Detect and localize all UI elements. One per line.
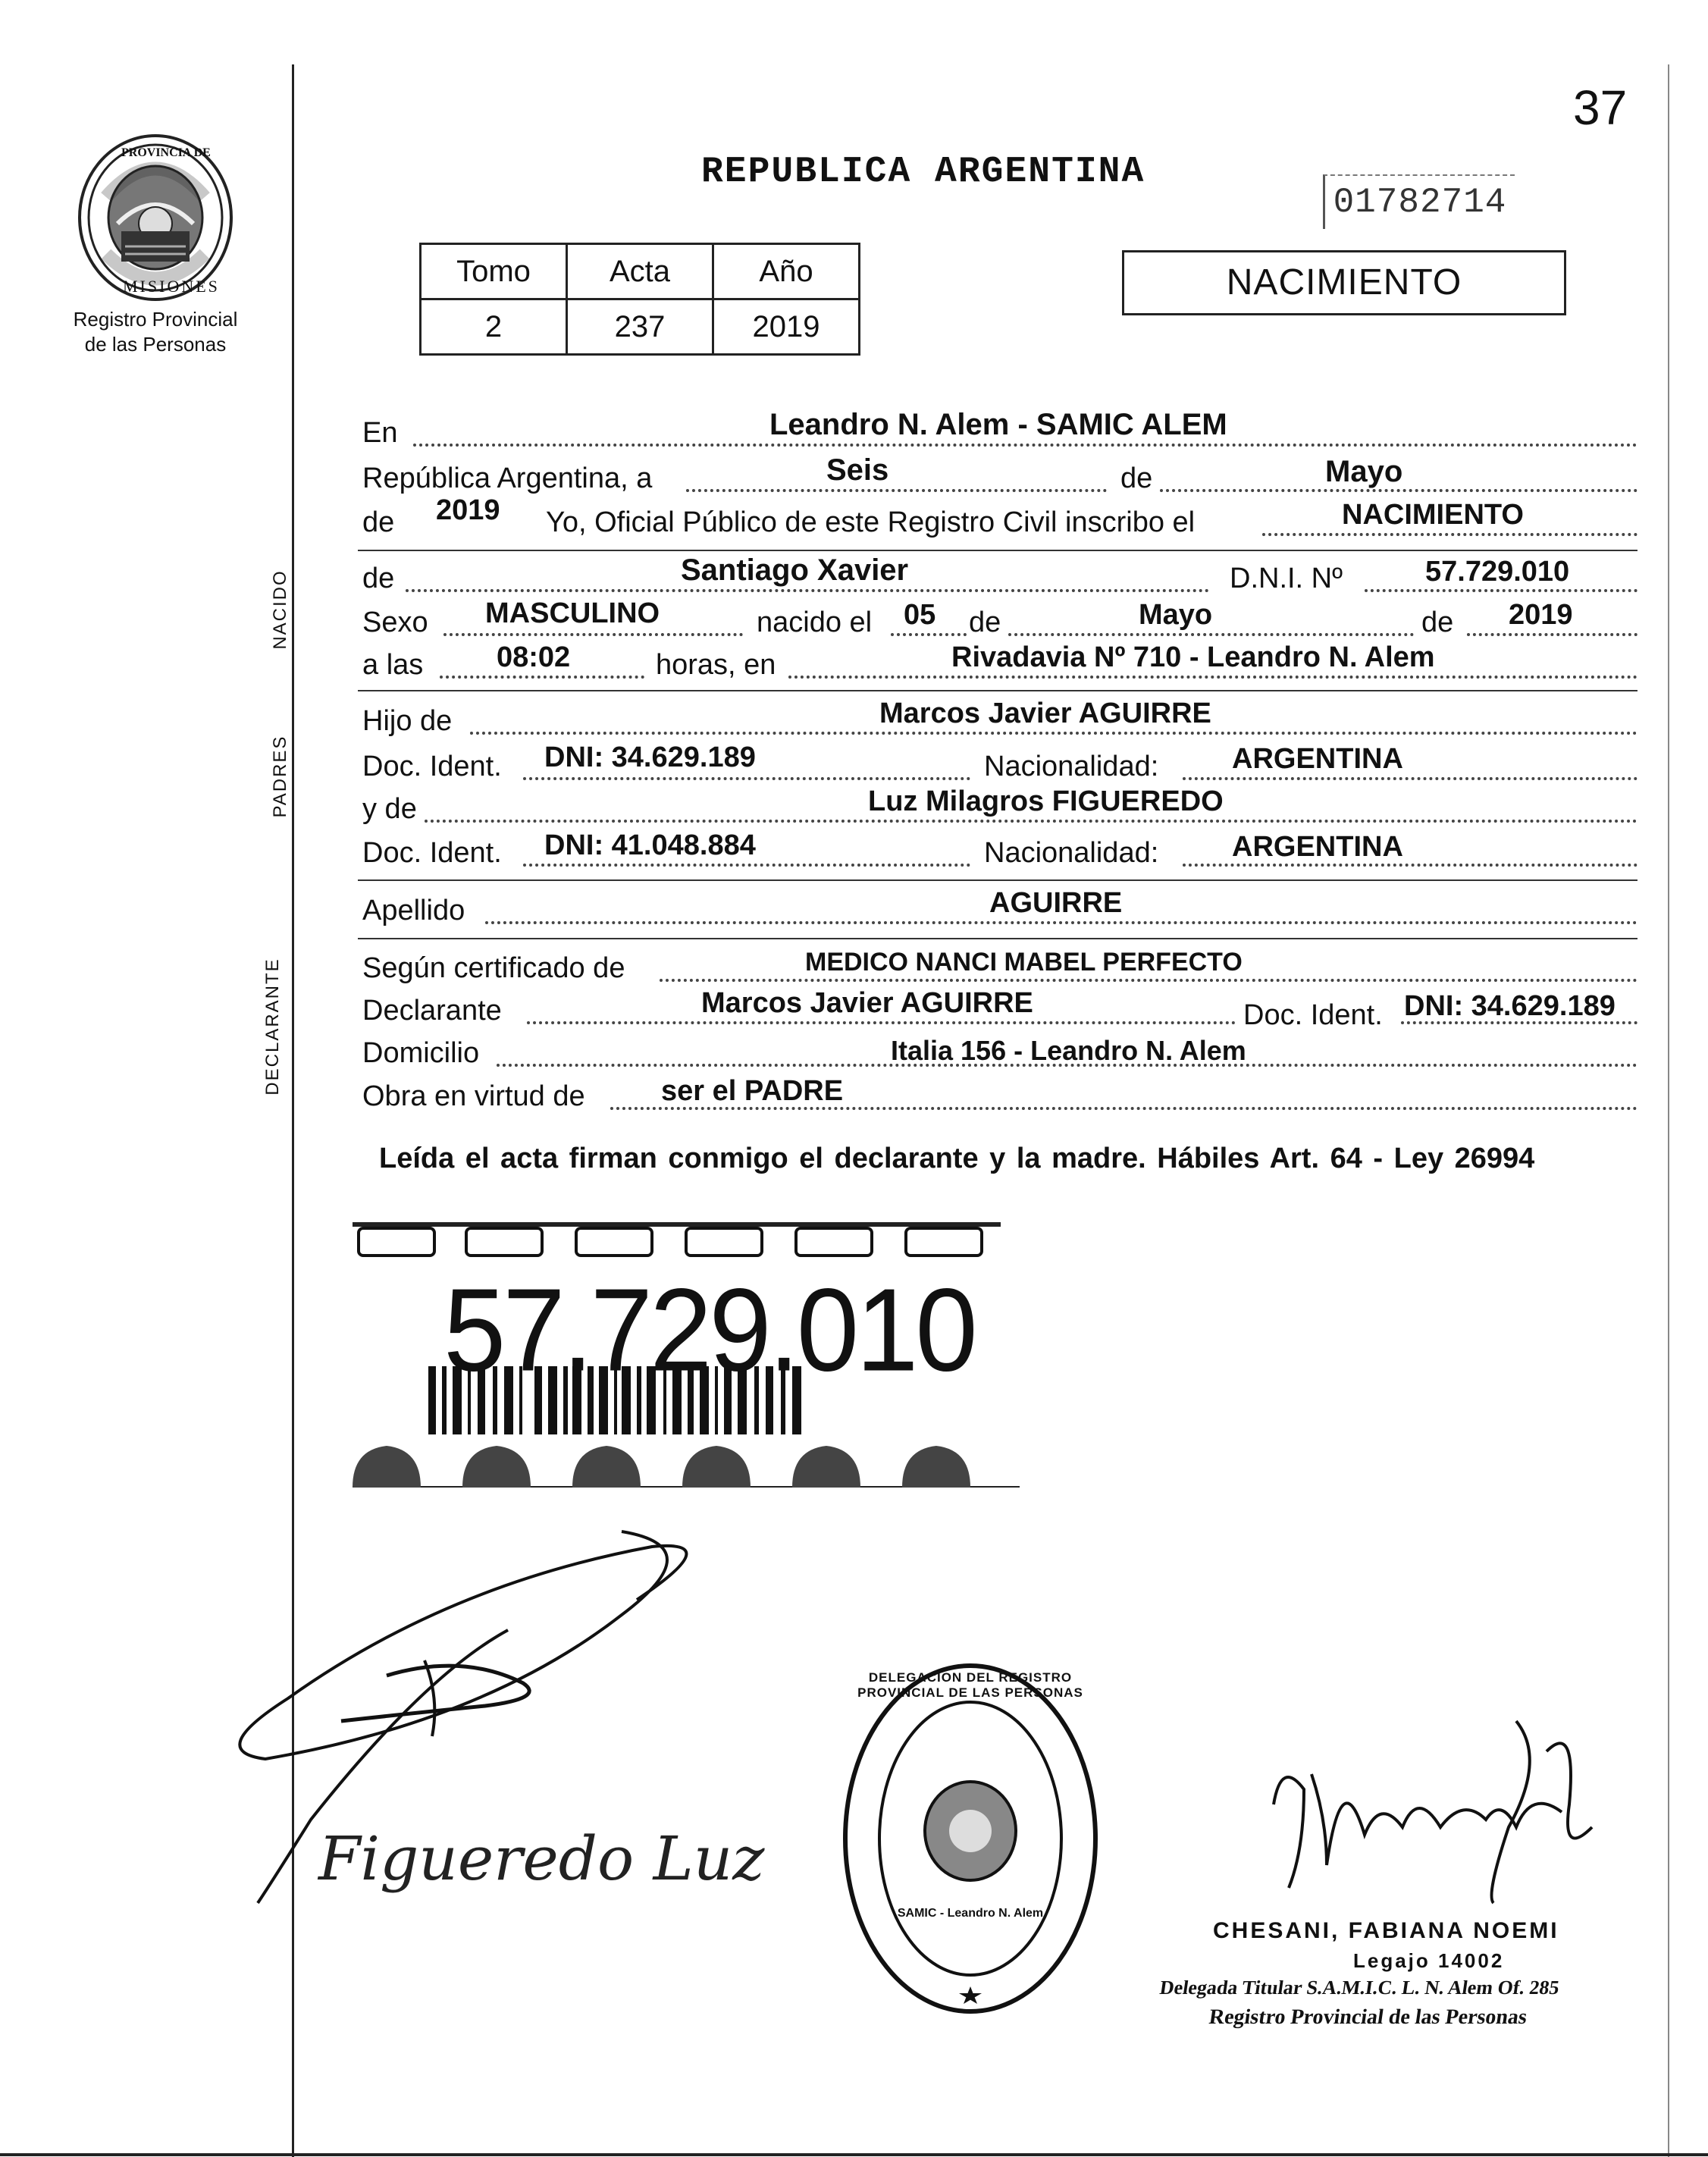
record-value-acta: 237 xyxy=(567,299,713,355)
registry-label xyxy=(53,307,258,357)
dotted-line xyxy=(660,979,1637,982)
record-table xyxy=(419,243,860,356)
dotted-line xyxy=(425,820,1637,823)
mother-nationality: ARGENTINA xyxy=(1232,831,1403,863)
de2-label: de xyxy=(362,506,395,538)
official-registry: Registro Provincial de las Personas xyxy=(1207,2005,1529,2029)
event-text: NACIMIENTO xyxy=(1342,499,1524,531)
bottom-border-line xyxy=(0,2153,1708,2156)
official-legajo: Legajo 14002 xyxy=(1353,1949,1505,1972)
dotted-line xyxy=(1008,633,1414,636)
dotted-line xyxy=(1467,633,1637,636)
seal-outer-text: DELEGACION DEL REGISTRO PROVINCIAL DE LAS PERSONAS xyxy=(857,1670,1083,1700)
dotted-line xyxy=(470,732,1637,735)
emblem-text-bottom: MISIONES xyxy=(123,277,220,296)
birth-place: Rivadavia Nº 710 - Leandro N. Alem xyxy=(951,641,1435,673)
father-nat-label: Nacionalidad: xyxy=(984,751,1159,782)
nacido-de3-label: de xyxy=(1421,607,1454,638)
section-divider xyxy=(358,550,1637,551)
nacido-de2-label: de xyxy=(969,607,1001,638)
official-signature xyxy=(1258,1713,1622,1926)
side-label-declarante: DECLARANTE xyxy=(262,958,283,1096)
certificate-issuer: MEDICO NANCI MABEL PERFECTO xyxy=(805,948,1243,977)
republica-label: República Argentina, a xyxy=(362,462,653,494)
official-position: Delegada Titular S.A.M.I.C. L. N. Alem Of. 285 xyxy=(1158,1977,1561,1999)
page-number: 37 xyxy=(1573,80,1628,135)
day-text: Seis xyxy=(826,453,889,487)
surname: AGUIRRE xyxy=(989,887,1123,919)
certificado-label: Según certificado de xyxy=(362,952,625,984)
hijo-de-label: Hijo de xyxy=(362,705,453,737)
section-divider xyxy=(358,879,1637,881)
dotted-line xyxy=(443,633,743,636)
en-label: En xyxy=(362,417,398,449)
dotted-line xyxy=(413,444,1637,447)
registry-line1: Registro Provincial xyxy=(73,308,238,331)
sexo-label: Sexo xyxy=(362,607,428,638)
provincial-emblem-icon xyxy=(76,133,235,303)
father-nationality: ARGENTINA xyxy=(1232,743,1403,775)
record-value-tomo: 2 xyxy=(421,299,567,355)
month-text: Mayo xyxy=(1325,455,1403,488)
child-dni: 57.729.010 xyxy=(1425,556,1570,588)
birth-month: Mayo xyxy=(1139,599,1213,631)
dotted-line xyxy=(788,676,1637,679)
father-doc-label: Doc. Ident. xyxy=(362,751,502,782)
mother-doc: DNI: 41.048.884 xyxy=(544,829,756,861)
stamp-dni-number: 57.729.010 xyxy=(443,1264,975,1397)
child-sex: MASCULINO xyxy=(485,597,660,629)
declarant-address: Italia 156 - Leandro N. Alem xyxy=(891,1035,1246,1066)
dotted-line xyxy=(406,589,1209,592)
declarant-doc-label: Doc. Ident. xyxy=(1243,999,1383,1031)
record-header-tomo: Tomo xyxy=(421,244,567,299)
dotted-line xyxy=(1262,533,1637,536)
declarante-label: Declarante xyxy=(362,995,502,1027)
domicilio-label: Domicilio xyxy=(362,1037,480,1069)
dotted-line xyxy=(523,864,970,867)
de-label: de xyxy=(1120,462,1153,494)
emblem-text-top: PROVINCIA DE xyxy=(121,146,211,159)
dotted-line xyxy=(1160,489,1637,492)
declarant-relation: ser el PADRE xyxy=(661,1075,844,1107)
registry-seal xyxy=(838,1657,1103,2021)
child-name: Santiago Xavier xyxy=(681,553,909,587)
nacido-el-label: nacido el xyxy=(757,607,873,638)
page-title: REPUBLICA ARGENTINA xyxy=(701,152,1145,193)
dotted-line xyxy=(686,489,1107,492)
obra-label: Obra en virtud de xyxy=(362,1080,585,1112)
nacido-de-label: de xyxy=(362,563,395,594)
mother-handwritten-name: Figueredo Luz xyxy=(318,1823,765,1894)
dni-barcode-stamp xyxy=(345,1215,1023,1488)
birth-day: 05 xyxy=(904,599,936,631)
birth-location: Leandro N. Alem - SAMIC ALEM xyxy=(769,408,1227,441)
mother-doc-label: Doc. Ident. xyxy=(362,837,502,869)
section-divider xyxy=(358,690,1637,691)
horas-label: horas, en xyxy=(656,649,776,681)
official-name: CHESANI, FABIANA NOEMI xyxy=(1213,1918,1559,1943)
side-label-padres: PADRES xyxy=(270,735,290,818)
birth-time: 08:02 xyxy=(497,641,571,673)
dotted-line xyxy=(523,777,970,780)
a-las-label: a las xyxy=(362,649,424,681)
document-type-box: NACIMIENTO xyxy=(1122,250,1566,315)
dotted-line xyxy=(527,1021,1236,1024)
mother-name: Luz Milagros FIGUEREDO xyxy=(868,785,1224,817)
dotted-line xyxy=(440,676,644,679)
declarant-name: Marcos Javier AGUIRRE xyxy=(701,987,1033,1019)
section-divider xyxy=(358,938,1637,939)
registry-line2: de las Personas xyxy=(84,333,227,356)
footer-statement: Leída el acta firman conmigo el declarante y la madre. Hábiles Art. 64 - Ley 26994 xyxy=(379,1143,1535,1174)
inscribo-label: Yo, Oficial Público de este Registro Civil inscribo el xyxy=(546,506,1196,538)
dni-label: D.N.I. Nº xyxy=(1230,563,1343,594)
right-margin-line xyxy=(1668,64,1669,2157)
record-header-ano: Año xyxy=(713,244,860,299)
declarant-doc: DNI: 34.629.189 xyxy=(1404,990,1616,1022)
seal-inner-text: SAMIC - Leandro N. Alem xyxy=(897,1907,1044,1920)
father-name: Marcos Javier AGUIRRE xyxy=(879,698,1211,729)
dotted-line xyxy=(1365,589,1637,592)
dotted-line xyxy=(1183,777,1637,780)
apellido-label: Apellido xyxy=(362,895,465,926)
mother-nat-label: Nacionalidad: xyxy=(984,837,1159,869)
record-value-ano: 2019 xyxy=(713,299,860,355)
side-label-nacido: NACIDO xyxy=(270,569,290,650)
record-header-acta: Acta xyxy=(567,244,713,299)
father-doc: DNI: 34.629.189 xyxy=(544,741,756,773)
year-text: 2019 xyxy=(436,494,500,526)
dotted-line xyxy=(485,921,1637,924)
serial-number: 01782714 xyxy=(1323,174,1515,229)
y-de-label: y de xyxy=(362,793,417,825)
dotted-line xyxy=(1183,864,1637,867)
dotted-line xyxy=(891,633,967,636)
birth-year: 2019 xyxy=(1509,599,1573,631)
